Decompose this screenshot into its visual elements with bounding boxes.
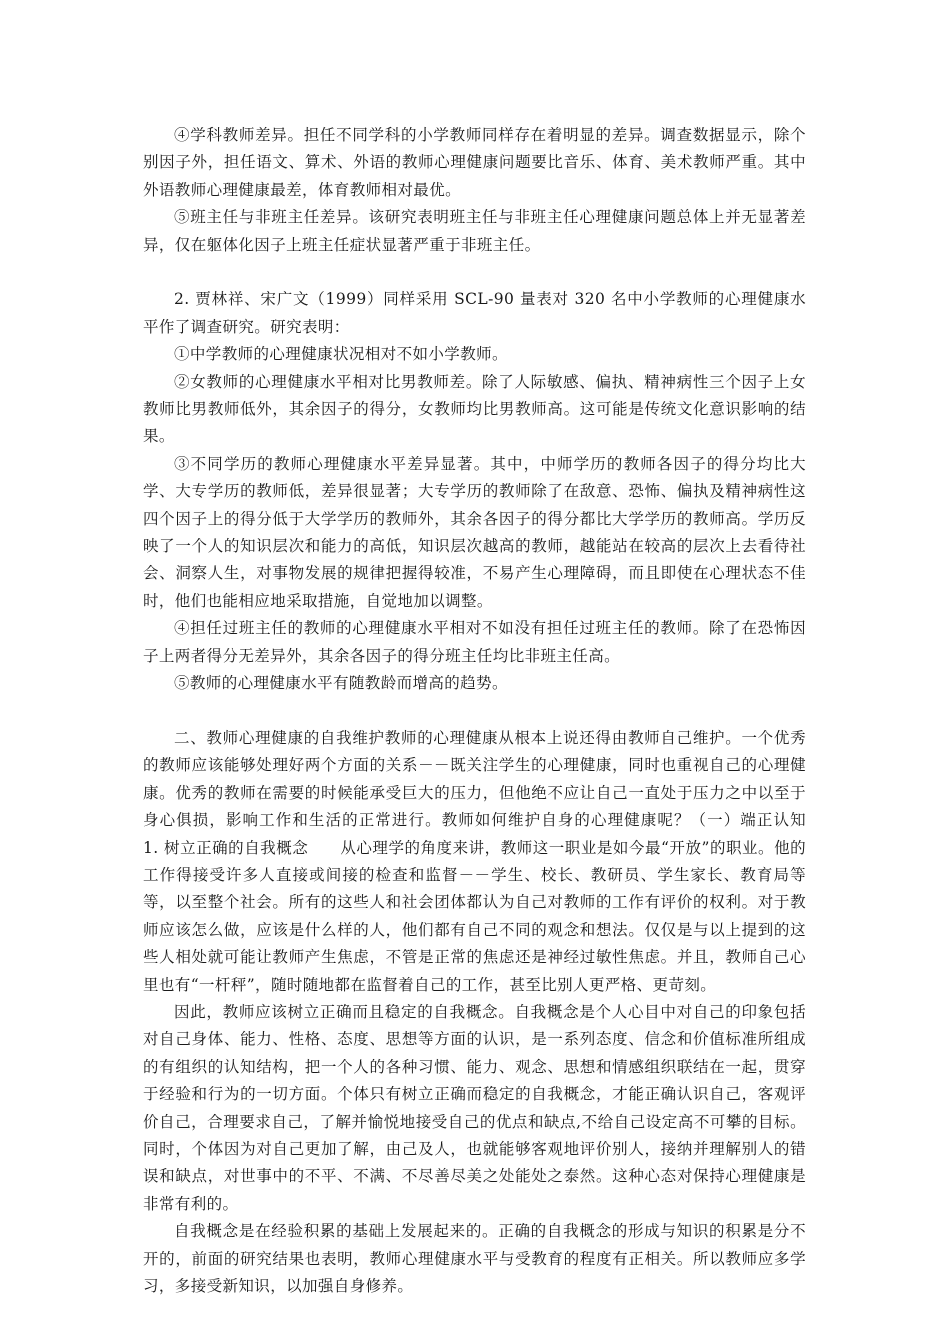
paragraph-experience: 自我概念是在经验积累的基础上发展起来的。正确的自我概念的形成与知识的积累是分不开的，前面的研究结果也表明，教师心理健康水平与受教育的程度有正相关。所以教师应多学习，多接受新知识，以加强自身修养。 bbox=[143, 1222, 806, 1296]
paragraph-self-maintenance: 二、教师心理健康的自我维护教师的心理健康从根本上说还得由教师自己维护。一个优秀的教师应该能够处理好两个方面的关系－－既关注学生的心理健康，同时也重视自己的心理健康。优秀的教师在需要的时候能承受巨大的压力，但他绝不应让自己一直处于压力之中以至于身心俱损，影响工作和生活的正常进行。教师如何维护自身的心理健康呢？（一）端正认知 1. 树立正确的自我概念 从心理学的角度来讲，教师这一职业是如今最“开放”的职业。他的工作得接受许多人直接或间接的检查和监督－－学生、校长、教研员、学生家长、教育局等等，以至整个社会。所有的这些人和社会团体都认为自己对教师的工作有评价的权利。对于教师应该怎么做，应该是什么样的人，他们都有自己不同的观念和想法。仅仅是与以上提到的这些人相处就可能让教师产生焦虑，不管是正常的焦虑还是神经过敏性焦虑。并且，教师自己心里也有“一杆秤”，随时随地都在监督着自己的工作，甚至比别人更严格、更苛刻。 bbox=[143, 728, 838, 994]
paragraph-finding-1: ①中学教师的心理健康状况相对不如小学教师。 bbox=[174, 345, 508, 364]
paragraph-study-intro: 2. 贾林祥、宋广文（1999）同样采用 SCL-90 量表对 320 名中小学教师的心理健康水平作了调查研究。研究表明： bbox=[143, 290, 806, 336]
paragraph-spacer bbox=[143, 698, 806, 725]
paragraph-self-concept: 因此，教师应该树立正确而且稳定的自我概念。自我概念是个人心目中对自己的印象包括对自己身体、能力、性格、态度、思想等方面的认识，是一系列态度、信念和价值标准所组成的有组织的认知结构，把一个人的各种习惯、能力、观念、思想和情感组织联结在一起，贯穿于经验和行为的一切方面。个体只有树立正确而稳定的自我概念，才能正确认识自己，客观评价自己，合理要求自己，了解并愉悦地接受自己的优点和缺点,不给自己设定高不可攀的目标。同时，个体因为对自己更加了解，由己及人，也就能够客观地评价别人，接纳并理解别人的错误和缺点，对世事中的不平、不满、不尽善尽美之处能处之泰然。这种心态对保持心理健康是非常有利的。 bbox=[143, 1002, 806, 1213]
paragraph-head-teacher-difference: ⑤班主任与非班主任差异。该研究表明班主任与非班主任心理健康问题总体上并无显著差异，仅在躯体化因子上班主任症状显著严重于非班主任。 bbox=[143, 208, 806, 254]
paragraph-finding-4: ④担任过班主任的教师的心理健康水平相对不如没有担任过班主任的教师。除了在恐怖因子上两者得分无差异外，其余各因子的得分班主任均比非班主任高。 bbox=[143, 619, 806, 665]
paragraph-finding-5: ⑤教师的心理健康水平有随教龄而增高的趋势。 bbox=[174, 674, 508, 693]
paragraph-subject-difference: ④学科教师差异。担任不同学科的小学教师同样存在着明显的差异。调查数据显示，除个别因子外，担任语文、算术、外语的教师心理健康问题要比音乐、体育、美术教师严重。其中外语教师心理健康最差，体育教师相对最优。 bbox=[143, 126, 806, 199]
paragraph-spacer bbox=[143, 259, 806, 286]
paragraph-finding-2: ②女教师的心理健康水平相对比男教师差。除了人际敏感、偏执、精神病性三个因子上女教师比男教师低外，其余因子的得分，女教师均比男教师高。这可能是传统文化意识影响的结果。 bbox=[143, 372, 806, 446]
document-body bbox=[143, 122, 838, 1300]
paragraph-finding-3: ③不同学历的教师心理健康水平差异显著。其中，中师学历的教师各因子的得分均比大学、大专学历的教师低，差异很显著；大专学历的教师除了在敌意、恐怖、偏执及精神病性这四个因子上的得分低于大学学历的教师外，其余各因子的得分都比大学学历的教师高。学历反映了一个人的知识层次和能力的高低，知识层次越高的教师，越能站在较高的层次上去看待社会、洞察人生，对事物发展的规律把握得较准，不易产生心理障碍，而且即使在心理状态不佳时，他们也能相应地采取措施，自觉地加以调整。 bbox=[143, 454, 806, 610]
